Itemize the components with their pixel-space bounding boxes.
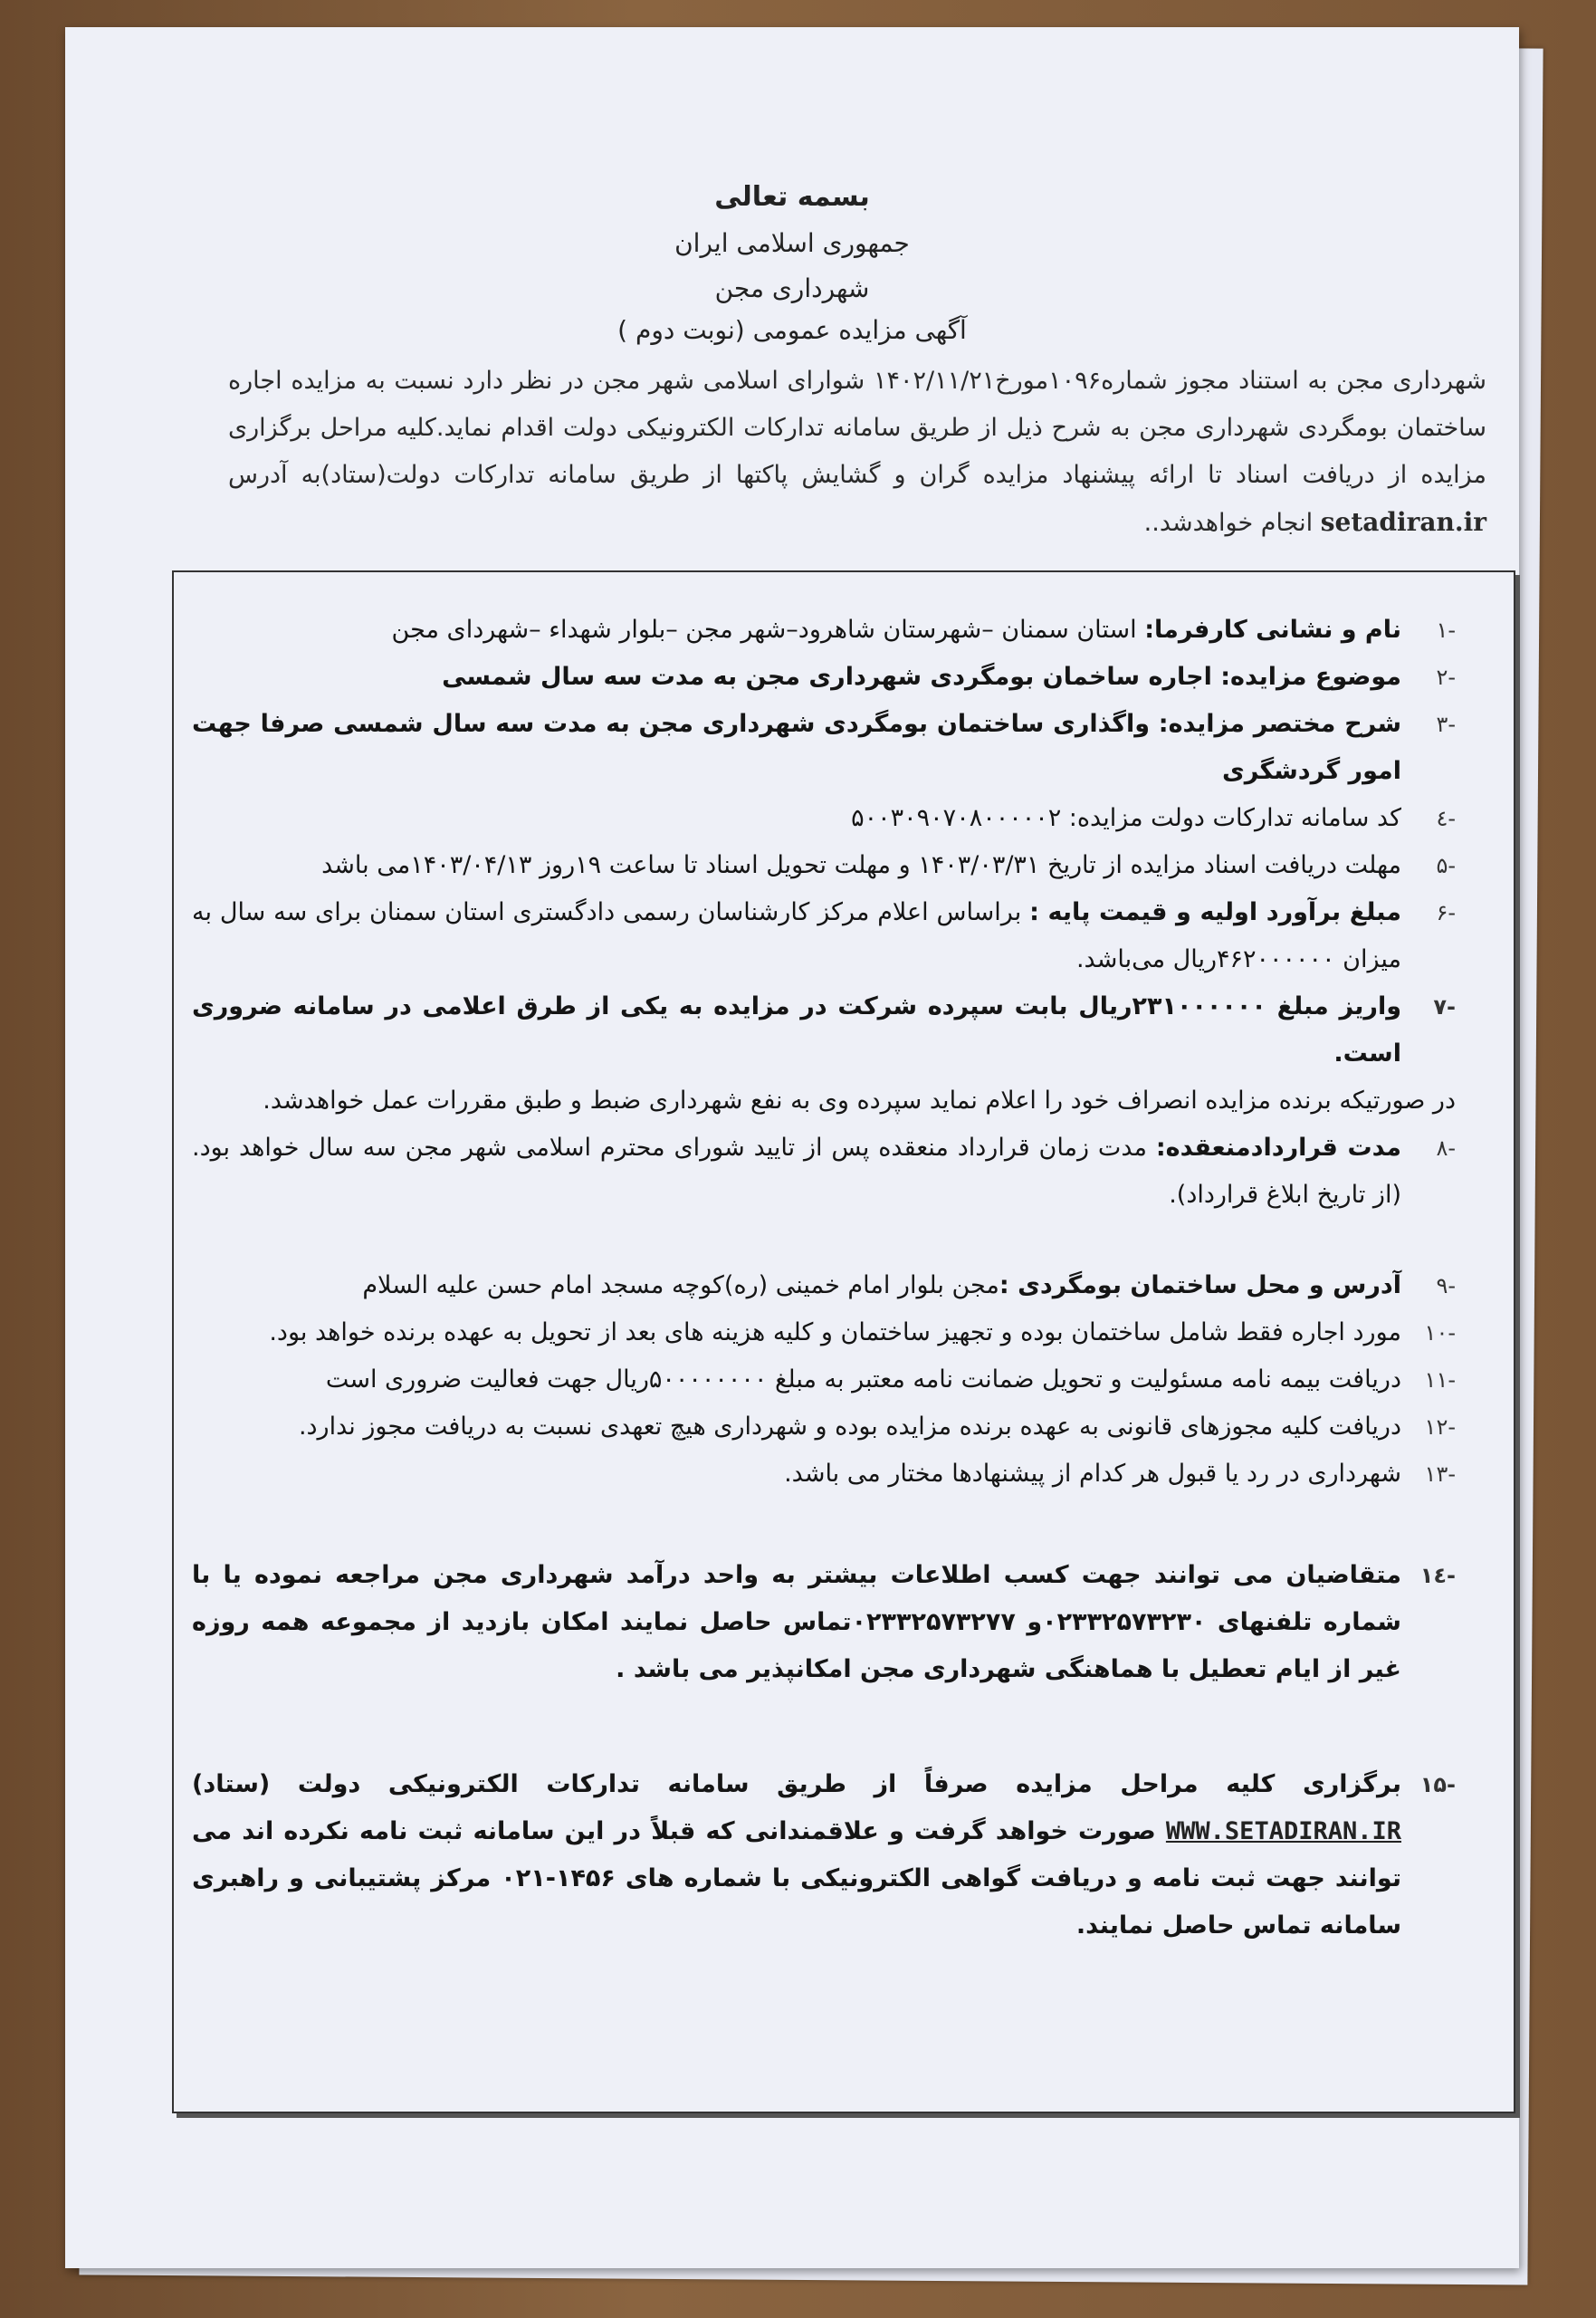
- intro-text: شهرداری مجن به استناد مجوز شماره۱۰۹۶مورخ۱۴۰۲/۱۱/۲۱ شوارای اسلامی شهر مجن در نظر دارد نسبت به مزایده اجاره ساختمان بومگردی شهرداری مجن به شرح ذیل از طریق سامانه تدارکات الکترونیکی دولت اقدام نماید.کلیه مراحل برگزاری مزایده از دریافت اسناد تا ارائه پیشنهاد مزایده گران و گشایش پاکتها از طریق سامانه تدارکات دولت(ستاد)به آدرس: [228, 367, 1486, 489]
- item-label: موضوع مزایده:: [1220, 663, 1401, 691]
- item-label: آدرس و محل ساختمان بومگردی :: [999, 1271, 1401, 1299]
- spacer: [192, 1498, 1456, 1552]
- list-item: [192, 983, 1456, 1078]
- item-number: -۳: [1436, 712, 1456, 737]
- item-number: -۶: [1436, 900, 1456, 925]
- item-text: استان سمنان –شهرستان شاهرود–شهر مجن –بلوار شهداء –شهردای مجن: [391, 616, 1145, 644]
- item-text: مدت زمان قرارداد منعقده پس از تایید شورای محترم اسلامی شهر مجن سه سال خواهد بود. (از تاریخ ابلاغ قرارداد).: [192, 1134, 1401, 1209]
- item-number: -۱۰: [1424, 1320, 1456, 1346]
- item-number: -۱۵: [1419, 1772, 1456, 1797]
- list-item: [192, 1451, 1456, 1498]
- item-number: -۹: [1436, 1273, 1456, 1298]
- item-text: متقاضیان می توانند جهت کسب اطلاعات بیشتر به واحد درآمد شهرداری مجن مراجعه نموده یا با شماره تلفنهای ۰۲۳۳۲۵۷۳۲۳۰و ۰۲۳۳۲۵۷۳۲۷۷تماس حاصل نمایند امکان بازدید از مجموعه همه روزه غیر از ایام تعطیل با هماهنگی شهرداری مجن امکانپذیر می باشد .: [192, 1561, 1401, 1683]
- item-text: برگزاری کلیه مراحل مزایده صرفاً از طریق سامانه تدارکات الکترونیکی دولت (ستاد): [192, 1770, 1401, 1798]
- item-text: دریافت بیمه نامه مسئولیت و تحویل ضمانت نامه معتبر به مبلغ ۵۰۰۰۰۰۰۰۰ریال جهت فعالیت ضروری است: [325, 1365, 1401, 1394]
- item-text: دریافت کلیه مجوزهای قانونی به عهده برنده مزایده بوده و شهرداری هیچ تعهدی نسبت به دریافت مجوز ندارد.: [298, 1413, 1401, 1441]
- item-number: -۱۱: [1424, 1367, 1456, 1393]
- intro-paragraph: [228, 358, 1486, 547]
- list-item: [192, 842, 1456, 889]
- item-text: شرح مختصر مزایده: واگذاری ساختمان بومگردی شهرداری مجن به مدت سه سال شمسی صرفا جهت امور گردشگری: [192, 710, 1401, 785]
- item-label: نام و نشانی کارفرما:: [1144, 616, 1401, 644]
- item-number: -۱٤: [1419, 1563, 1456, 1588]
- country-line: جمهوری اسلامی ایران: [674, 228, 910, 258]
- item-text: در صورتیکه برنده مزایده انصراف خود را اعلام نماید سپرده وی به نفع شهرداری ضبط و طبق مقررات عمل خواهدشد.: [263, 1087, 1456, 1115]
- item-number: -۵: [1436, 853, 1456, 878]
- list-item: [192, 654, 1456, 701]
- intro-text-end: انجام خواهدشد..: [1143, 509, 1314, 537]
- item-text: اجاره ساخمان بومگردی شهرداری مجن به مدت سه سال شمسی: [442, 663, 1221, 691]
- item-number: -۱: [1436, 618, 1456, 643]
- item-label: مبلغ برآورد اولیه و قیمت پایه :: [1029, 898, 1401, 926]
- item-text: مورد اجاره فقط شامل ساختمان بوده و تجهیز ساختمان و کلیه هزینه های بعد از تحویل به عهده برنده خواهد بود.: [269, 1318, 1401, 1346]
- item-number: -۲: [1436, 665, 1456, 690]
- list-item: [192, 701, 1456, 795]
- item-number: -۷: [1433, 994, 1456, 1020]
- list-item-note: [192, 1078, 1456, 1125]
- item-text: براساس اعلام مرکز کارشناسان رسمی دادگستری استان سمنان برای سه سال به میزان ۴۶۲۰۰۰۰۰۰ریال می‌باشد.: [192, 898, 1401, 973]
- list-item: [192, 795, 1456, 842]
- list-item: [192, 1262, 1456, 1309]
- intro-site: setadiran.ir: [1320, 507, 1486, 537]
- item-number: -۱۲: [1424, 1414, 1456, 1440]
- item-number: -٤: [1436, 806, 1456, 831]
- item-text: کد سامانه تدارکات دولت مزایده: ۵۰۰۳۰۹۰۷۰۸۰۰۰۰۰۲: [851, 804, 1401, 832]
- list-item: [192, 1761, 1456, 1949]
- item-text-end: صورت خواهد گرفت و علاقمندانی که قبلاً در این سامانه ثبت نامه نکرده اند می توانند جهت ثبت نامه و دریافت گواهی الکترونیکی با شماره های ۱۴۵۶-۰۲۱ مرکز پشتیبانی و راهبری سامانه تماس حاصل نمایند.: [192, 1817, 1401, 1940]
- list-item: [192, 607, 1456, 654]
- item-text: شهرداری در رد یا قبول هر کدام از پیشنهادها مختار می باشد.: [784, 1460, 1401, 1488]
- setadiran-link[interactable]: WWW.SETADIRAN.IR: [1165, 1817, 1401, 1845]
- list-item: [192, 1552, 1456, 1693]
- list-item: [192, 1403, 1456, 1451]
- notice-title: آگهی مزایده عمومی (نوبت دوم ): [617, 315, 967, 345]
- municipality-line: شهرداری مجن: [714, 273, 870, 303]
- item-text: مهلت دریافت اسناد مزایده از تاریخ ۱۴۰۳/۰۳/۳۱ و مهلت تحویل اسناد تا ساعت ۱۹روز ۱۴۰۳/۰۴/۱۳می باشد: [321, 851, 1401, 879]
- conditions-list: [192, 607, 1456, 1949]
- list-item: [192, 889, 1456, 983]
- list-item: [192, 1356, 1456, 1403]
- doc-heading: بسمه تعالی: [714, 181, 870, 213]
- item-number: -۸: [1436, 1135, 1456, 1161]
- list-item: [192, 1125, 1456, 1219]
- item-number: -۱۳: [1424, 1461, 1456, 1487]
- spacer: [192, 1693, 1456, 1761]
- item-text: واریز مبلغ ۲۳۱۰۰۰۰۰۰ریال بابت سپرده شرکت در مزایده به یکی از طرق اعلامی در سامانه ضروری است.: [192, 992, 1401, 1068]
- item-text: مجن بلوار امام خمینی (ره)کوچه مسجد امام حسن علیه السلام: [362, 1271, 999, 1299]
- item-label: مدت قرارداد‌منعقده:: [1155, 1134, 1401, 1162]
- spacer: [192, 1219, 1456, 1262]
- paper-sheet: [65, 27, 1519, 2268]
- list-item: [192, 1309, 1456, 1356]
